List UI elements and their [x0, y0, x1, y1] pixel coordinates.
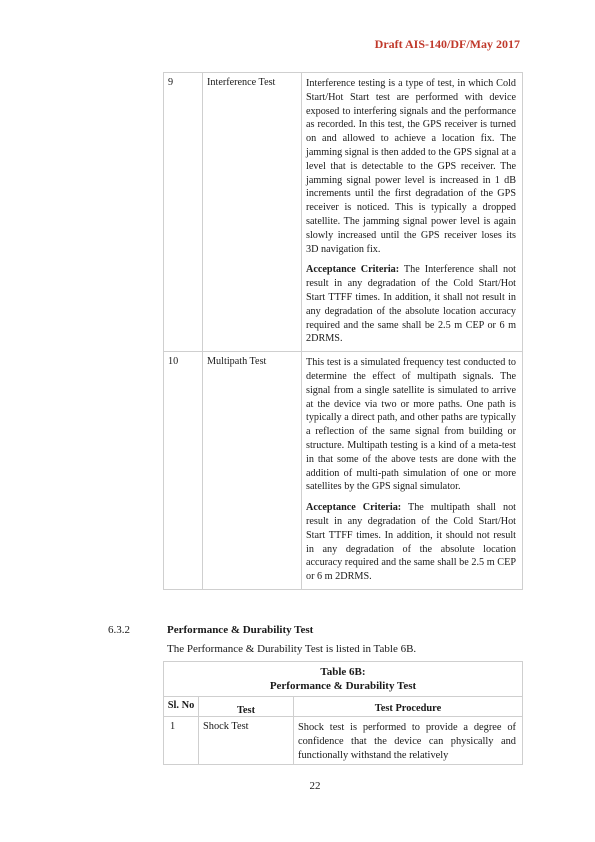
- acceptance-criteria: [306, 501, 516, 584]
- table-row: [164, 717, 523, 765]
- test-table-continued: [163, 72, 523, 590]
- table-caption-title: Performance & Durability Test: [269, 680, 417, 692]
- row-test-name: Interference Test: [203, 73, 302, 352]
- acceptance-criteria-label: Acceptance Criteria:: [306, 502, 402, 514]
- row-test-procedure: [302, 73, 523, 352]
- column-header-test-procedure: Test Procedure: [294, 697, 523, 717]
- section-intro: The Performance & Durability Test is listed in Table 6B.: [167, 643, 417, 655]
- row-test-procedure: [294, 717, 523, 765]
- acceptance-criteria-text: The multipath shall not result in any degradation of the Cold Start/Hot Start TTFF times. In addition, it should not result in any degradation of the absolute location accuracy required and the same shall be 2.5 m CEP or 6 m 2DRMS.: [306, 502, 516, 583]
- row-serial-number: 1: [164, 717, 199, 765]
- page-number: 22: [309, 780, 321, 792]
- table-caption: [164, 662, 523, 697]
- row-test-name: Shock Test: [199, 717, 294, 765]
- acceptance-criteria-label: Acceptance Criteria:: [306, 264, 400, 276]
- row-test-name: Multipath Test: [203, 352, 302, 590]
- test-description: Interference testing is a type of test, in which Cold Start/Hot Start test are performed with device exposed to interfering signals and the performance as recorded. In this test, the GPS receiver is turned on and allowed to achieve a location fix. The jamming signal is then added to the GPS signal at a level that is detectable to the GPS receiver. The jamming signal power level is increased in 1 dB increments until the first degradation of the GPS receiver is noticed. This is typically a dropped satellite. The jamming signal power level is again slowly increased until the GPS receiver loses its 3D navigation fix.: [306, 78, 516, 255]
- row-test-procedure: [302, 352, 523, 590]
- row-serial-number: 10: [164, 352, 203, 590]
- acceptance-criteria: [306, 263, 516, 346]
- table-row: [164, 73, 523, 352]
- section-number: 6.3.2: [108, 624, 130, 636]
- section-title: Performance & Durability Test: [167, 624, 314, 636]
- performance-durability-table: [163, 661, 523, 765]
- test-description: This test is a simulated frequency test conducted to determine the effect of multipath signals. The signal from a single satellite is simulated to arrive at the device via two or more paths. One path is typically a direct path, and other paths are typically a reflection of the same signal from building or structure. Multipath testing is a kind of a meta-test in that some of the above tests are done with the addition of multi-path simulation of one or more satellites by the GPS signal simulator.: [306, 357, 516, 493]
- table-header-row: [164, 697, 523, 717]
- table-caption-number: Table 6B:: [320, 666, 366, 678]
- table-row: [164, 352, 523, 590]
- row-serial-number: 9: [164, 73, 203, 352]
- table-caption-row: [164, 662, 523, 697]
- acceptance-criteria-text: The Interference shall not result in any degradation of the Cold Start/Hot Start TTFF times. In addition, it shall not result in any degradation of the absolute location accuracy required and the same shall be 2.5 m CEP or 6 m 2DRMS.: [306, 264, 517, 345]
- column-header-sl-no: Sl. No: [164, 697, 199, 717]
- document-reference: Draft AIS-140/DF/May 2017: [374, 37, 520, 51]
- column-header-test: Test: [199, 697, 294, 717]
- test-procedure-text: Shock test is performed to provide a degree of confidence that the device can physically and functionally withstand the relatively: [298, 722, 516, 761]
